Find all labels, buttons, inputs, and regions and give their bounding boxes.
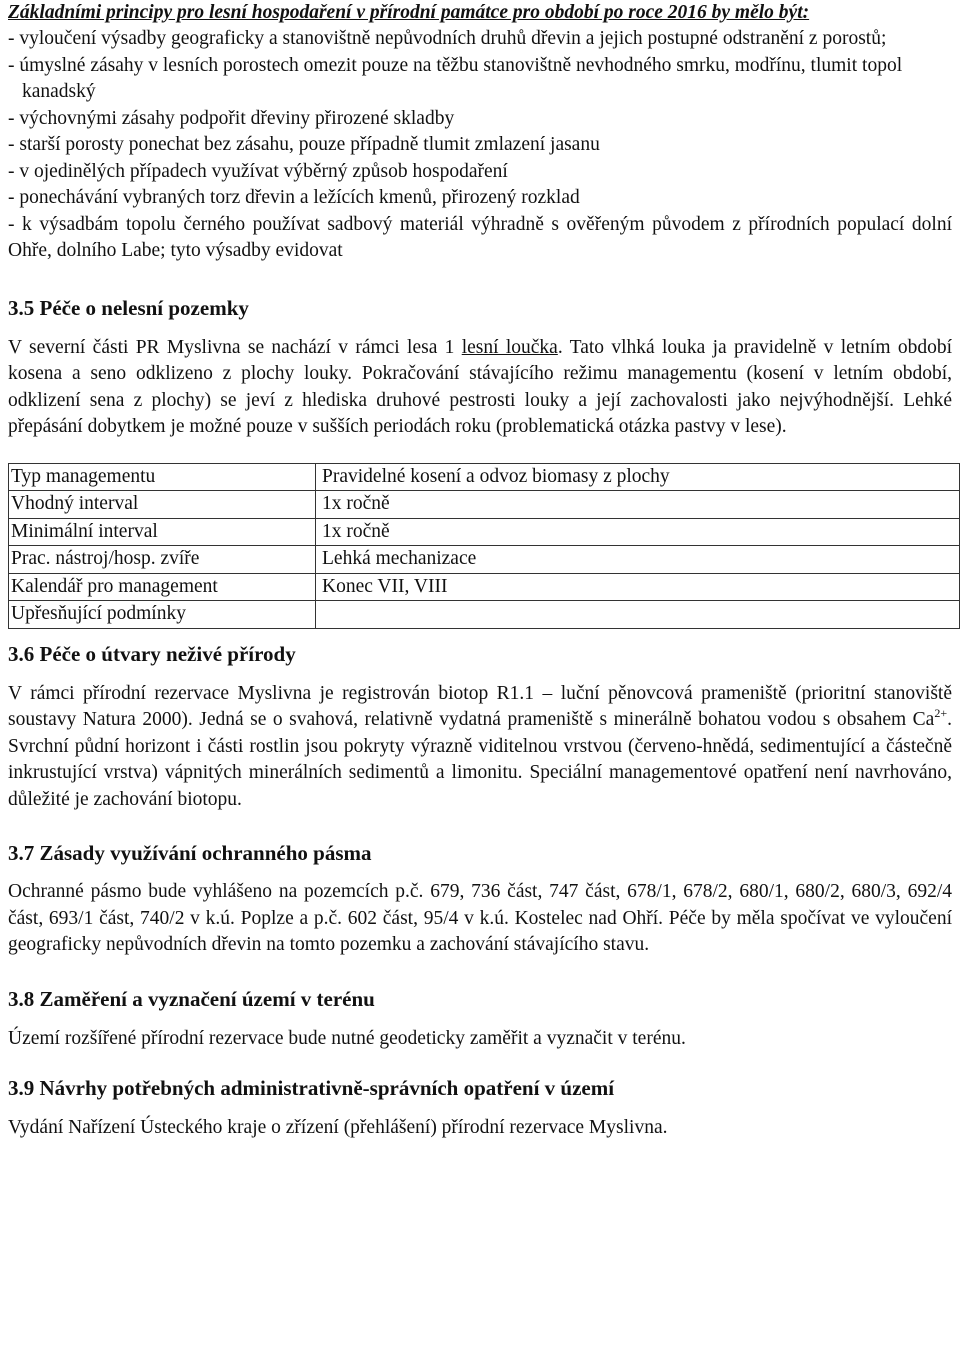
table-row bbox=[9, 546, 960, 574]
section-heading-3-8: 3.8 Zaměření a vyznačení území v terénu bbox=[8, 986, 375, 1011]
intro-bullets bbox=[8, 26, 952, 265]
section-3-6-paragraph bbox=[8, 681, 952, 814]
table-label-cell: Prac. nástroj/hosp. zvíře bbox=[9, 546, 316, 574]
bullet-item: - k výsadbám topolu černého používat sadbový materiál výhradně s ověřeným původem z přírodních populací dolní Ohře, dolního Labe; tyto výsadby evidovat bbox=[8, 213, 952, 261]
paragraph-text: . Svrchní půdní horizont i části rostlin jsou pokryty výrazně viditelnou vrstvou (červeno-hnědá, sedimentující a částečně inkrustující vrstva) vápnitých minerálních sedimentů a limonitu. Speciální managementové opatření není navrhováno, důležité je zachování biotopu. bbox=[8, 709, 952, 810]
bullet-item: - ponechávání vybraných torz dřevin a ležících kmenů, přirozený rozklad bbox=[8, 187, 580, 208]
table-value-cell: Konec VII, VIII bbox=[316, 573, 960, 601]
paragraph-text: . Tato vlhká louka ja pravidelně v letním období kosena a seno odklizeno z plochy louky. Pokračování stávajícího režimu managementu (kosení v letním období, odklizení sena z plochy) se jeví z hlediska druhové pestrosti louky a její zachovalosti jako nejvýhodnější. Lehké přepásání dobytkem je možné pouze v sušších periodách roku (problematická otázka pastvy v lese). bbox=[8, 336, 952, 437]
document-page bbox=[8, 0, 952, 1142]
table-value-cell: Lehká mechanizace bbox=[316, 546, 960, 574]
superscript-charge: 2+ bbox=[934, 706, 948, 720]
section-heading-3-5: 3.5 Péče o nelesní pozemky bbox=[8, 295, 249, 320]
bullet-item: - vyloučení výsadby geograficky a stanovištně nepůvodních druhů dřevin a jejich postupné odstranění z porostů; bbox=[8, 28, 887, 49]
section-3-7-paragraph: Ochranné pásmo bude vyhlášeno na pozemcích p.č. 679, 736 část, 747 část, 678/1, 678/2, 680/1, 680/2, 680/3, 692/4 část, 693/1 část, 740/2 v k.ú. Poplze a p.č. 602 část, 95/4 v k.ú. Kostelec nad Ohří. Péče by měla spočívat ve vyloučení geograficky nepůvodních dřevin na tomto pozemku a zachování stávajícího stavu. bbox=[8, 881, 952, 955]
section-3-9-paragraph: Vydání Nařízení Ústeckého kraje o zřízení (přehlášení) přírodní rezervace Myslivna. bbox=[8, 1117, 668, 1138]
paragraph-text: V severní části PR Myslivna se nachází v rámci lesa 1 bbox=[8, 336, 462, 358]
table-row bbox=[9, 463, 960, 491]
bullet-item: - v ojedinělých případech využívat výběrný způsob hospodaření bbox=[8, 160, 508, 182]
section-heading-3-9: 3.9 Návrhy potřebných administrativně-správních opatření v území bbox=[8, 1076, 615, 1100]
table-value-cell: 1x ročně bbox=[316, 491, 960, 519]
table-label-cell: Vhodný interval bbox=[9, 491, 316, 519]
intro-title: Základními principy pro lesní hospodaření v přírodní památce pro období po roce 2016 by mělo být: bbox=[8, 2, 810, 23]
section-3-8-paragraph: Území rozšířené přírodní rezervace bude nutné geodeticky zaměřit a vyznačit v terénu. bbox=[8, 1027, 686, 1049]
table-label-cell: Upřesňující podmínky bbox=[9, 601, 316, 629]
table-value-cell: 1x ročně bbox=[316, 518, 960, 546]
table-row bbox=[9, 518, 960, 546]
table-label-cell: Kalendář pro management bbox=[9, 573, 316, 601]
section-3-5-paragraph bbox=[8, 335, 952, 441]
section-heading-3-6: 3.6 Péče o útvary neživé přírody bbox=[8, 641, 296, 666]
paragraph-text: V rámci přírodní rezervace Myslivna je registrován biotop R1.1 – luční pěnovcová prameniště (prioritní stanoviště soustavy Natura 2000). Jedná se o svahová, relativně vydatná prameniště s minerálně bohatou vodou s obsahem Ca bbox=[8, 682, 952, 730]
table-row bbox=[9, 601, 960, 629]
table-value-cell bbox=[316, 601, 960, 629]
section-heading-3-7: 3.7 Zásady využívání ochranného pásma bbox=[8, 841, 372, 865]
meadow-link[interactable]: lesní loučka bbox=[461, 336, 558, 358]
bullet-item: - výchovnými zásahy podpořit dřeviny přirozené skladby bbox=[8, 107, 455, 129]
bullet-item: - starší porosty ponechat bez zásahu, pouze případně tlumit zmlazení jasanu bbox=[8, 134, 600, 155]
table-value-cell: Pravidelné kosení a odvoz biomasy z plochy bbox=[316, 463, 960, 491]
table-row bbox=[9, 573, 960, 601]
management-table bbox=[8, 463, 960, 629]
table-label-cell: Typ managementu bbox=[9, 463, 316, 491]
bullet-item: - úmyslné zásahy v lesních porostech omezit pouze na těžbu stanovištně nevhodného smrku, modřínu, tlumit topol kanadský bbox=[8, 54, 903, 102]
table-row bbox=[9, 491, 960, 519]
table-label-cell: Minimální interval bbox=[9, 518, 316, 546]
